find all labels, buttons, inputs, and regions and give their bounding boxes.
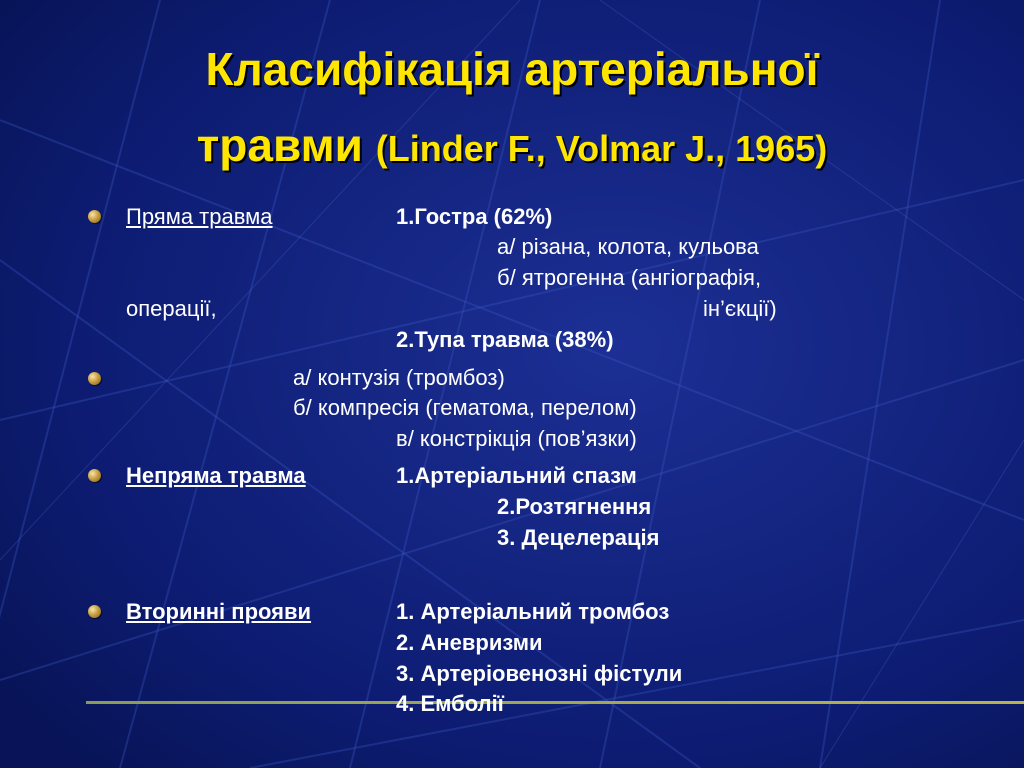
secondary-item3: 3. Артеріовенозні фістули: [396, 661, 683, 686]
indirect-trauma-label: Непряма травма: [126, 463, 306, 488]
bullet-icon: [88, 210, 101, 223]
direct-blunt-item: 2.Тупа травма (38%): [396, 327, 614, 352]
bullet-icon: [88, 372, 101, 385]
slide-title-citation: (Linder F., Volmar J., 1965): [375, 128, 828, 169]
direct-acute-b-cont-left: операції,: [126, 296, 217, 321]
indirect-item2: 2.Розтягнення: [497, 494, 652, 519]
divider-line: [86, 701, 1024, 704]
blunt-a: а/ контузія (тромбоз): [293, 365, 505, 390]
direct-acute-b: б/ ятрогенна (ангіографія,: [497, 265, 762, 290]
secondary-item2: 2. Аневризми: [396, 630, 543, 655]
slide-title-line2: [0, 118, 1024, 172]
direct-acute-item: 1.Гостра (62%): [396, 204, 553, 229]
direct-acute-b-cont-right: ін’єкції): [703, 296, 777, 321]
indirect-item3: 3. Децелерація: [497, 525, 660, 550]
secondary-item4: 4. Емболії: [396, 691, 504, 716]
secondary-item1: 1. Артеріальний тромбоз: [396, 599, 670, 624]
slide-title-word: травми: [196, 119, 363, 171]
direct-trauma-label: Пряма травма: [126, 204, 273, 229]
blunt-b: б/ компресія (гематома, перелом): [293, 395, 637, 420]
direct-acute-a: а/ різана, колота, кульова: [497, 234, 759, 259]
indirect-item1: 1.Артеріальний спазм: [396, 463, 637, 488]
secondary-label: Вторинні прояви: [126, 599, 312, 624]
bullet-icon: [88, 605, 101, 618]
bullet-icon: [88, 469, 101, 482]
slide-title-line1: Класифікація артеріальної: [205, 43, 819, 95]
blunt-c: в/ констрікція (пов’язки): [396, 426, 637, 451]
